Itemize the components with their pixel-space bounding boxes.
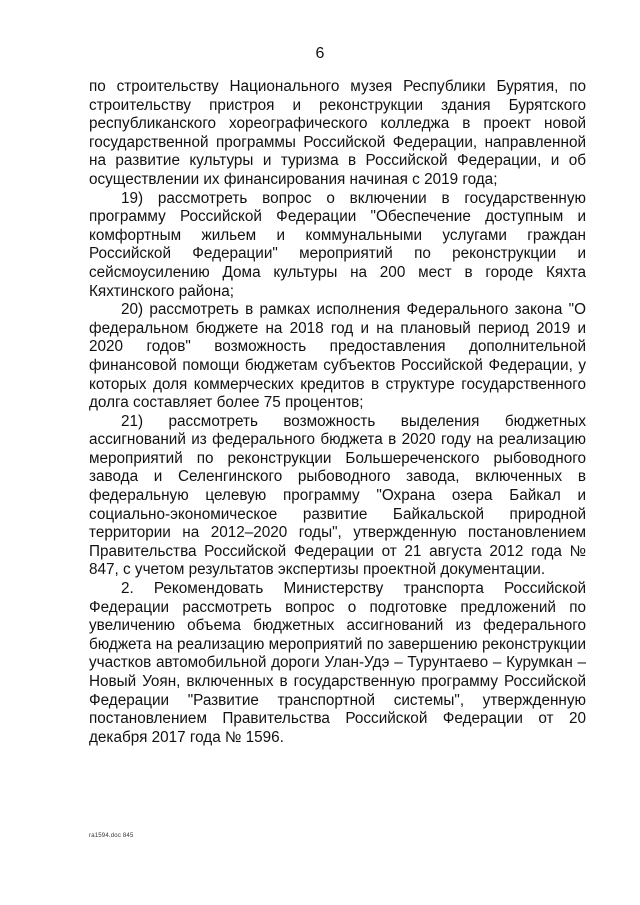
paragraph-section-2: 2. Рекомендовать Министерству транспорта Российской Федерации рассмотреть вопрос о подготовке предложений по увеличению объема бюджетных ассигнований из федерального бюджета на реализацию мероприятий по завершению реконструкции участков автомобильной дороги Улан-Удэ – Турунтаево – Курумкан – Новый Уоян, включенных в государственную программу Российской Федерации "Развитие транспортной системы", утвержденную постановлением Правительства Российской Федерации от 20 декабря 2017 года № 1596. [89,580,586,746]
paragraph-continuation: по строительству Национального музея Республики Бурятия, по строительству пристроя и реконструкции здания Бурятского республиканского хореографического колледжа в проект новой государственной программы Российской Федерации, направленной на развитие культуры и туризма в Российской Федерации, и об осуществлении их финансирования начиная с 2019 года; [89,78,586,188]
paragraph-item-19: 19) рассмотреть вопрос о включении в государственную программу Российской Федерации "Обеспечение доступным и комфортным жильем и коммунальными услугами граждан Российской Федерации" мероприятий по реконструкции и сейсмоусилению Дома культуры на 200 мест в городе Кяхта Кяхтинского района; [89,189,586,300]
paragraph-item-20: 20) рассмотреть в рамках исполнения Федерального закона "О федеральном бюджете на 2018 год и на плановый период 2019 и 2020 годов" возможность предоставления дополнительной финансовой помощи бюджетам субъектов Российской Федерации, у которых доля коммерческих кредитов в структуре государственного долга составляет более 75 процентов; [89,301,586,412]
page-number: 6 [315,45,325,62]
paragraph-item-21: 21) рассмотреть возможность выделения бюджетных ассигнований из федерального бюджета в 2020 году на реализацию мероприятий по реконструкции Большереченского рыбоводного завода и Селенгинского рыбоводного завода, включенных в федеральную целевую программу "Охрана озера Байкал и социально-экономическое развитие Байкальской природной территории на 2012–2020 годы", утвержденную постановлением Правительства Российской Федерации от 21 августа 2012 года № 847, с учетом результатов экспертизы проектной документации. [89,412,586,579]
file-footer: ra1594.doc 845 [89,833,134,839]
document-body [89,78,586,747]
